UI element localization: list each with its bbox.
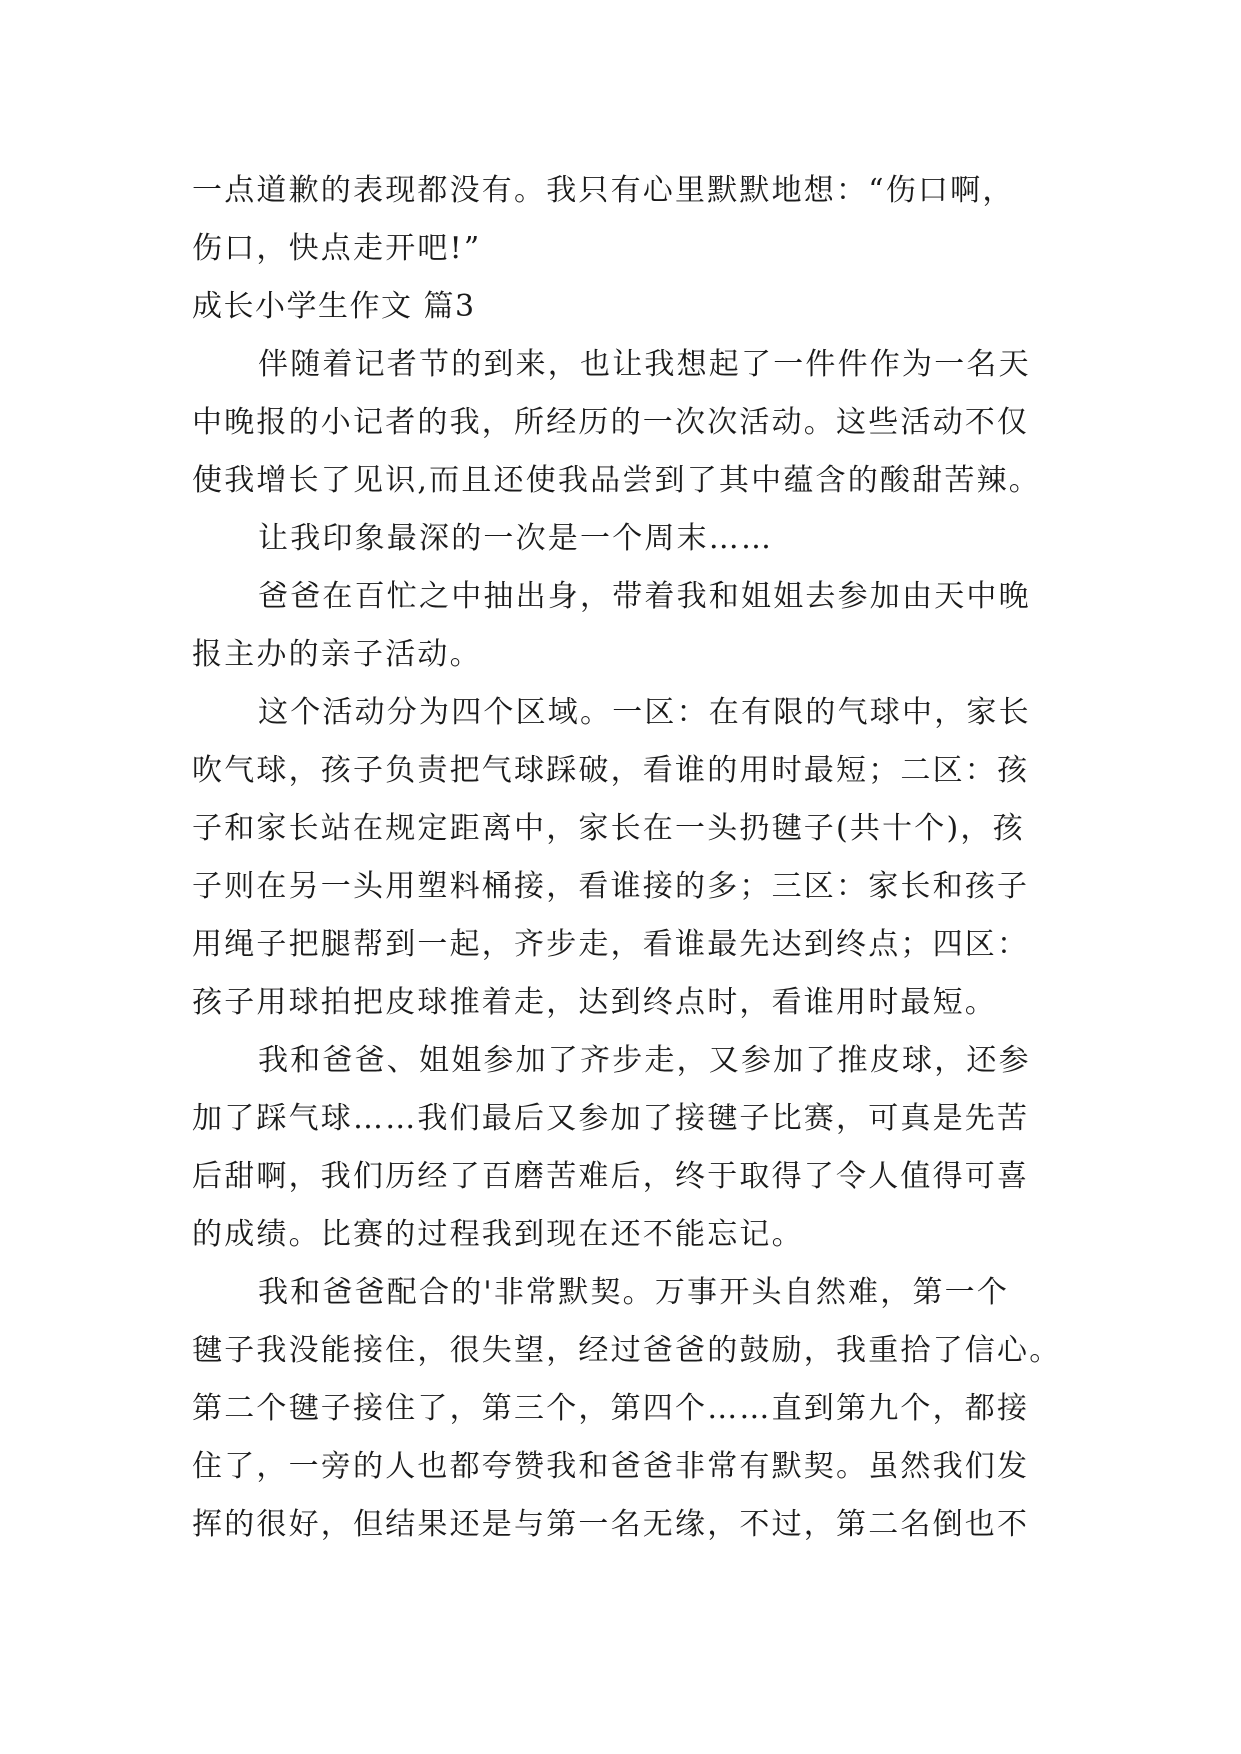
paragraph-first-line: 这个活动分为四个区域。一区：在有限的气球中，家长 <box>258 695 1031 730</box>
text-line: 伤口，快点走开吧!” <box>192 231 482 266</box>
text-line: 子和家长站在规定距离中，家长在一头扔毽子(共十个)，孩 <box>192 811 1025 846</box>
text-line: 的成绩。比赛的过程我到现在还不能忘记。 <box>192 1217 804 1252</box>
text-line: 用绳子把腿帮到一起，齐步走，看谁最先达到终点；四区： <box>192 927 1030 962</box>
text-line: 使我增长了见识,而且还使我品尝到了其中蕴含的酸甜苦辣。 <box>192 463 1041 498</box>
paragraph-first-line: 伴随着记者节的到来，也让我想起了一件件作为一名天 <box>258 347 1031 382</box>
paragraph-first-line: 让我印象最深的一次是一个周末…… <box>258 521 774 556</box>
text-line: 孩子用球拍把皮球推着走，达到终点时，看谁用时最短。 <box>192 985 997 1020</box>
text-line: 第二个毽子接住了，第三个，第四个……直到第九个，都接 <box>192 1391 1030 1426</box>
document-body <box>192 162 1062 1554</box>
paragraph-first-line: 我和爸爸配合的'非常默契。万事开头自然难，第一个 <box>258 1275 1010 1310</box>
text-line: 毽子我没能接住，很失望，经过爸爸的鼓励，我重拾了信心。 <box>192 1333 1062 1368</box>
text-line: 一点道歉的表现都没有。我只有心里默默地想：“伤口啊， <box>192 173 1015 208</box>
text-line: 加了踩气球……我们最后又参加了接毽子比赛，可真是先苦 <box>192 1101 1030 1136</box>
text-line: 吹气球，孩子负责把气球踩破，看谁的用时最短；二区：孩 <box>192 753 1030 788</box>
paragraph-first-line: 爸爸在百忙之中抽出身，带着我和姐姐去参加由天中晚 <box>258 579 1031 614</box>
text-line: 挥的很好，但结果还是与第一名无缘，不过，第二名倒也不 <box>192 1507 1030 1542</box>
text-line: 住了，一旁的人也都夸赞我和爸爸非常有默契。虽然我们发 <box>192 1449 1030 1484</box>
text-line: 报主办的亲子活动。 <box>192 637 482 672</box>
text-line: 中晚报的小记者的我，所经历的一次次活动。这些活动不仅 <box>192 405 1030 440</box>
text-line: 后甜啊，我们历经了百磨苦难后，终于取得了令人值得可喜 <box>192 1159 1030 1194</box>
paragraph-first-line: 我和爸爸、姐姐参加了齐步走，又参加了推皮球，还参 <box>258 1043 1031 1078</box>
section-heading: 成长小学生作文 篇3 <box>192 289 476 324</box>
text-line: 子则在另一头用塑料桶接，看谁接的多；三区：家长和孩子 <box>192 869 1030 904</box>
